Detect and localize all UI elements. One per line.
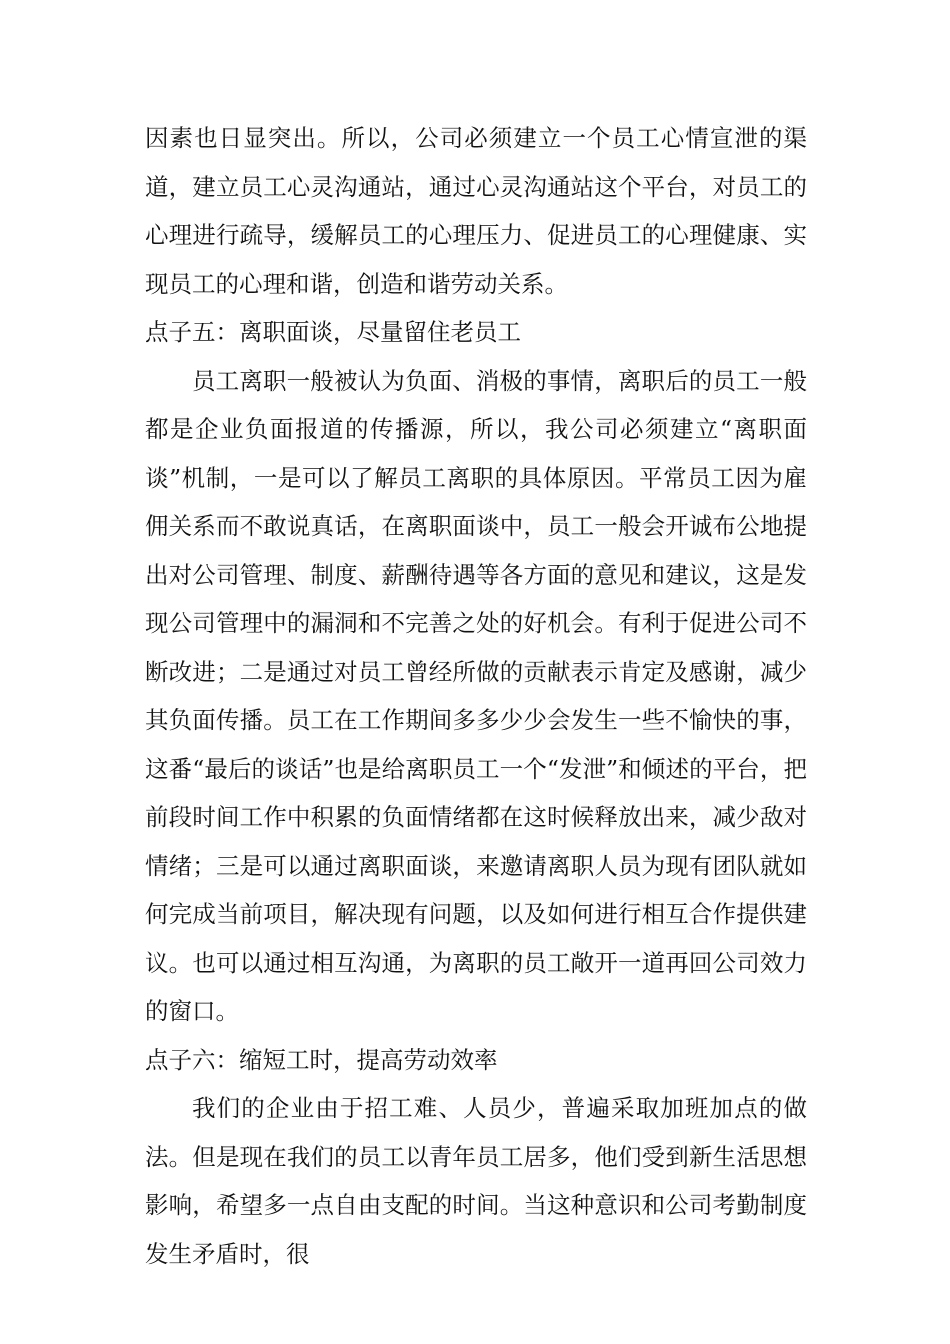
- section-heading-6: 点子六：缩短工时，提高劳动效率: [145, 1045, 498, 1074]
- section-heading-5: 点子五：离职面谈，尽量留住老员工: [145, 318, 521, 346]
- paragraph-exit-interview: 员工离职一般被认为负面、消极的事情，离职后的员工一般都是企业负面报道的传播源，所以，我公司必须建立“离职面谈”机制，一是可以了解员工离职的具体原因。平常员工因为雇佣关系而不敢说真话，在离职面谈中，员工一般会开诚布公地提出对公司管理、制度、薪酬待遇等各方面的意见和建议，这是发现公司管理中的漏洞和不完善之处的好机会。有利于促进公司不断改进；二是通过对员工曾经所做的贡献表示肯定及感谢，减少其负面传播。员工在工作期间多多少少会发生一些不愉快的事，这番“最后的谈话”也是给离职员工一个“发泄”和倾述的平台，把前段时间工作中积累的负面情绪都在这时候释放出来，减少敌对情绪；三是可以通过离职面谈，来邀请离职人员为现有团队就如何完成当前项目，解决现有问题，以及如何进行相互合作提供建议。也可以通过相互沟通，为离职的员工敞开一道再回公司效力的窗口。: [145, 366, 807, 1025]
- document-body: [145, 114, 807, 1278]
- paragraph-working-hours: 我们的企业由于招工难、人员少，普遍采取加班加点的做法。但是现在我们的员工以青年员工居多，他们受到新生活思想影响，希望多一点自由支配的时间。当这种意识和公司考勤制度发生矛盾时，很: [145, 1094, 807, 1268]
- paragraph-continuation: 因素也日显突出。所以，公司必须建立一个员工心情宣泄的渠道，建立员工心灵沟通站，通过心灵沟通站这个平台，对员工的心理进行疏导，缓解员工的心理压力、促进员工的心理健康、实现员工的心理和谐，创造和谐劳动关系。: [145, 124, 807, 298]
